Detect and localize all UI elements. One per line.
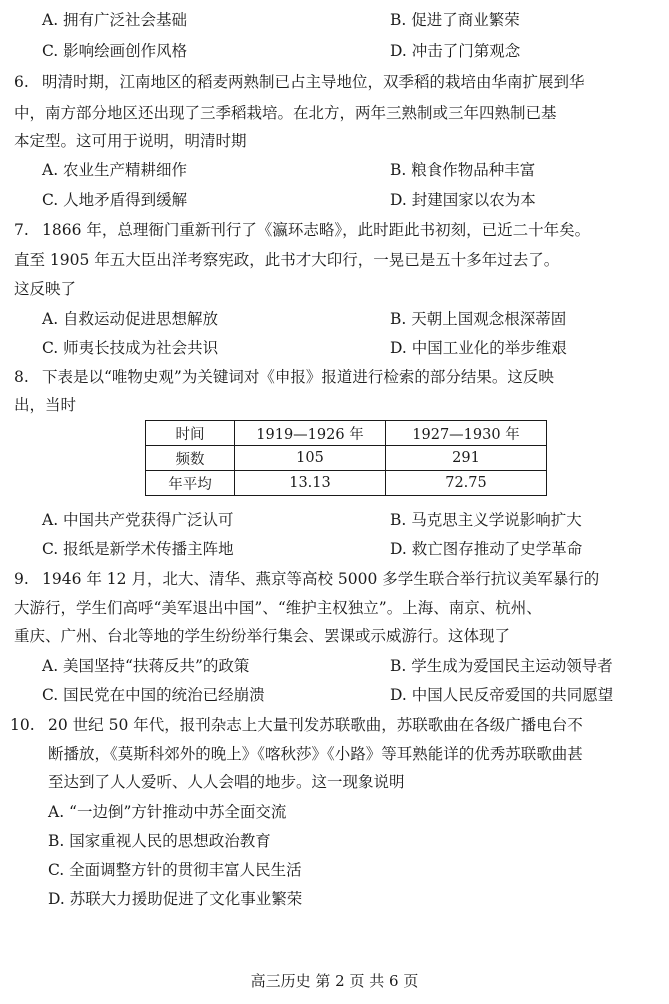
question-number-9: 9. bbox=[14, 570, 29, 588]
question-9-option-c: C. 国民党在中国的统治已经崩溃 bbox=[42, 686, 265, 704]
table-cell: 年平均 bbox=[146, 471, 235, 496]
question-10-option-d: D. 苏联大力援助促进了文化事业繁荣 bbox=[48, 890, 303, 908]
question-6-option-d: D. 封建国家以农为本 bbox=[390, 191, 536, 209]
question-7-option-a: A. 自救运动促进思想解放 bbox=[42, 310, 219, 328]
question-number-7: 7. bbox=[14, 221, 29, 239]
question-8-option-a: A. 中国共产党获得广泛认可 bbox=[42, 511, 234, 529]
table-header-row bbox=[146, 421, 547, 446]
question-8-line-2: 出，当时 bbox=[14, 396, 77, 414]
question-6-option-c: C. 人地矛盾得到缓解 bbox=[42, 191, 188, 209]
question-10-option-c: C. 全面调整方针的贯彻丰富人民生活 bbox=[48, 861, 302, 879]
question-number-6: 6. bbox=[14, 73, 29, 91]
question-9-line-3: 重庆、广州、台北等地的学生纷纷举行集会、罢课或示威游行。这体现了 bbox=[14, 627, 511, 645]
table-header-cell: 1927—1930 年 bbox=[386, 421, 547, 446]
question-9-line-2: 大游行，学生们高呼“美军退出中国”、“维护主权独立”。上海、南京、杭州、 bbox=[14, 599, 542, 617]
question-7-line-2: 直至 1905 年五大臣出洋考察宪政，此书才大印行，一晃已是五十多年过去了。 bbox=[14, 251, 560, 269]
question-8-option-d: D. 救亡图存推动了史学革命 bbox=[390, 540, 583, 558]
page-footer: 高三历史 第 2 页 共 6 页 bbox=[250, 972, 419, 990]
question-10-option-b: B. 国家重视人民的思想政治教育 bbox=[48, 832, 271, 850]
table-cell: 72.75 bbox=[386, 471, 547, 496]
question-9-line-1: 1946 年 12 月，北大、清华、燕京等高校 5000 多学生联合举行抗议美军暴行的 bbox=[42, 570, 600, 588]
question-7-line-1: 1866 年，总理衙门重新刊行了《瀛环志略》，此时距此书初刻，已近二十年矣。 bbox=[42, 221, 591, 239]
question-6-line-1: 明清时期，江南地区的稻麦两熟制已占主导地位，双季稻的栽培由华南扩展到华 bbox=[42, 73, 585, 91]
question-9-option-a: A. 美国坚持“扶蒋反共”的政策 bbox=[42, 657, 250, 675]
question-7-line-3: 这反映了 bbox=[14, 280, 77, 298]
question-6-line-3: 本定型。这可用于说明，明清时期 bbox=[14, 132, 247, 150]
question-8-option-c: C. 报纸是新学术传播主阵地 bbox=[42, 540, 234, 558]
question-8-line-1: 下表是以“唯物史观”为关键词对《申报》报道进行检索的部分结果。这反映 bbox=[42, 368, 554, 386]
prev-option-a: A. 拥有广泛社会基础 bbox=[42, 11, 188, 29]
table-cell: 291 bbox=[386, 446, 547, 471]
question-9-option-d: D. 中国人民反帝爱国的共同愿望 bbox=[390, 686, 614, 704]
question-7-option-d: D. 中国工业化的举步维艰 bbox=[390, 339, 567, 357]
question-10-line-3: 至达到了人人爱听、人人会唱的地步。这一现象说明 bbox=[48, 773, 405, 791]
question-7-option-c: C. 师夷长技成为社会共识 bbox=[42, 339, 219, 357]
question-6-option-b: B. 粮食作物品种丰富 bbox=[390, 161, 536, 179]
question-9-option-b: B. 学生成为爱国民主运动领导者 bbox=[390, 657, 613, 675]
table-row bbox=[146, 471, 547, 496]
question-7-option-b: B. 天朝上国观念根深蒂固 bbox=[390, 310, 567, 328]
prev-option-b: B. 促进了商业繁荣 bbox=[390, 11, 520, 29]
table-cell: 105 bbox=[235, 446, 386, 471]
table-cell: 13.13 bbox=[235, 471, 386, 496]
table-header-cell: 1919—1926 年 bbox=[235, 421, 386, 446]
table-row bbox=[146, 446, 547, 471]
prev-option-d: D. 冲击了门第观念 bbox=[390, 42, 521, 60]
question-10-line-2: 断播放，《莫斯科郊外的晚上》《喀秋莎》《小路》等耳熟能详的优秀苏联歌曲甚 bbox=[48, 745, 583, 763]
prev-option-c: C. 影响绘画创作风格 bbox=[42, 42, 188, 60]
table-header-cell: 时间 bbox=[146, 421, 235, 446]
table-cell: 频数 bbox=[146, 446, 235, 471]
question-8-option-b: B. 马克思主义学说影响扩大 bbox=[390, 511, 582, 529]
question-6-line-2: 中，南方部分地区还出现了三季稻栽培。在北方，两年三熟制或三年四熟制已基 bbox=[14, 104, 557, 122]
question-number-8: 8. bbox=[14, 368, 29, 386]
question-number-10: 10. bbox=[10, 716, 35, 734]
search-results-table bbox=[145, 420, 547, 496]
question-6-option-a: A. 农业生产精耕细作 bbox=[42, 161, 188, 179]
question-10-option-a: A. “一边倒”方针推动中苏全面交流 bbox=[48, 803, 287, 821]
question-10-line-1: 20 世纪 50 年代，报刊杂志上大量刊发苏联歌曲，苏联歌曲在各级广播电台不 bbox=[48, 716, 583, 734]
